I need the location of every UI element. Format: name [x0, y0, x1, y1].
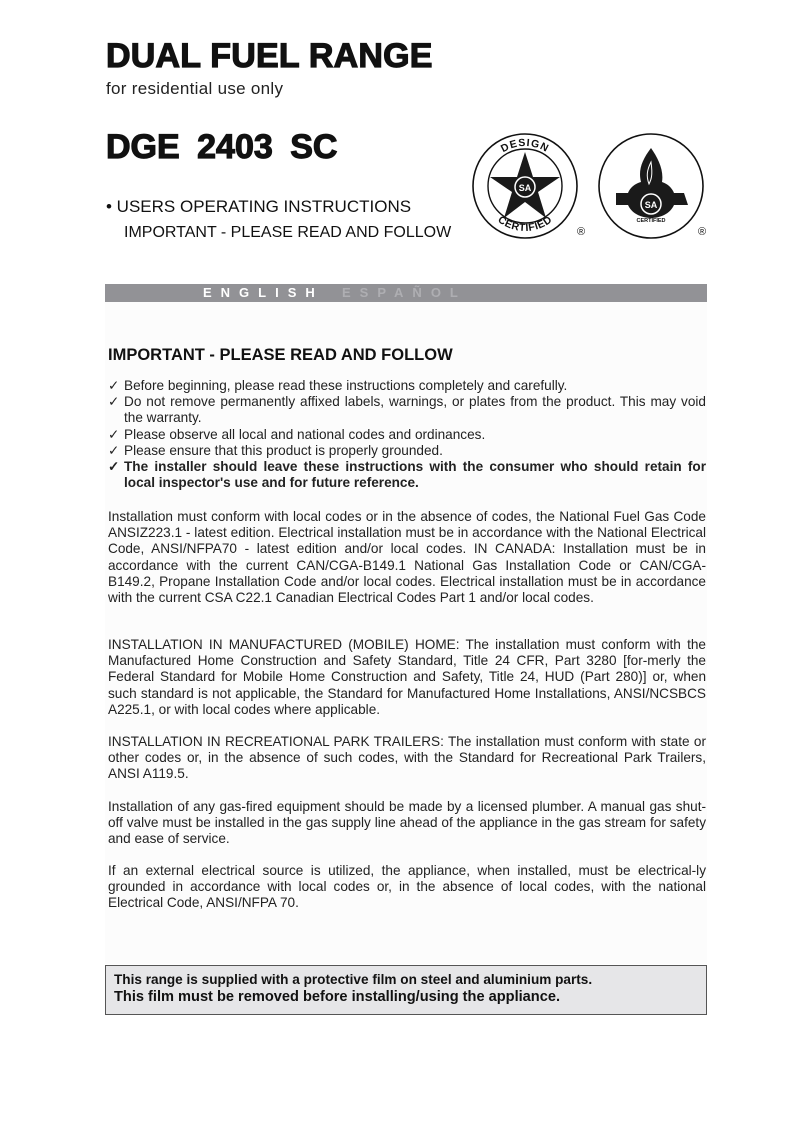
csa-design-certified-logo — [472, 130, 592, 245]
svg-text:SA: SA — [644, 200, 658, 210]
csa-certified-flame-logo — [598, 130, 713, 245]
checkmark-icon: ✓ — [108, 394, 120, 410]
notice-line-1: This range is supplied with a protective film on steel and aluminium parts. — [114, 972, 593, 987]
checklist-item: ✓ Please observe all local and national codes and ordinances. — [108, 426, 486, 442]
document-title: DUAL FUEL RANGE — [106, 37, 433, 75]
svg-text:®: ® — [576, 226, 586, 238]
document-subtitle: for residential use only — [106, 79, 284, 98]
svg-text:SA: SA — [518, 183, 532, 193]
checklist — [108, 378, 706, 491]
star-badge-icon — [472, 130, 592, 245]
paragraph-installation-codes: Installation must conform with local codes or in the absence of codes, the National Fuel Gas Code ANSIZ223.1 - latest edition. Electrical installation must be in accordance with the National Electrical Code, ANSI/NFPA70 - latest edition and/or local codes. IN CANADA: Installation must be in accordance with the current CAN/CGA-B149.1 National Gas Installation Code or CAN/CGA-B149.2, Propane Installation Code and/or local codes. Electrical installation must be in accordance with the current CSA C22.1 Canadian Electrical Codes Part 1 and/or local codes. — [108, 509, 706, 606]
checklist-item: ✓ Do not remove permanently affixed labels, warnings, or plates from the product. This may void the warranty. — [108, 394, 706, 426]
checklist-item-important: ✓ The installer should leave these instructions with the consumer who should retain for local inspector's use and for future reference. — [108, 459, 706, 491]
paragraph-gas-equipment: Installation of any gas-fired equipment should be made by a licensed plumber. A manual gas shut-off valve must be installed in the gas supply line ahead of the appliance in the gas stream for safety and ease of service. — [108, 799, 706, 847]
svg-text:®: ® — [697, 226, 707, 238]
model-number: DGE 2403 SC — [106, 128, 338, 166]
paragraph-park-trailers: INSTALLATION IN RECREATIONAL PARK TRAILERS: The installation must conform with state or other codes or, in the absence of such codes, with the Standard for Recreational Park Trailers, ANSI A119.5. — [108, 734, 706, 782]
checkmark-icon: ✓ — [108, 426, 120, 442]
section-heading: IMPORTANT - PLEASE READ AND FOLLOW — [108, 346, 453, 364]
language-tab-espanol[interactable]: ESPAÑOL — [342, 285, 467, 300]
language-tab-english[interactable]: ENGLISH — [203, 285, 324, 300]
checkmark-icon: ✓ — [108, 442, 120, 458]
checkmark-icon: ✓ — [108, 378, 120, 393]
notice-line-2: This film must be removed before installing/using the appliance. — [114, 989, 561, 1005]
svg-text:CERTIFIED: CERTIFIED — [636, 218, 666, 224]
checkmark-icon: ✓ — [108, 459, 120, 475]
paragraph-mobile-home: INSTALLATION IN MANUFACTURED (MOBILE) HOME: The installation must conform with the Manufactured Home Construction and Safety Standard, Title 24 CFR, Part 3280 [for-merly the Federal Standard for Mobile Home Construction and Safety, Title 24, HUD (Part 280)] or, when such standard is not applicable, the Standard for Manufactured Home Installations, ANSI/NCSBCS A225.1, or with local codes where applicable. — [108, 637, 706, 717]
protective-film-notice — [105, 965, 707, 1015]
language-bar — [105, 284, 707, 302]
document-type-subtitle: IMPORTANT - PLEASE READ AND FOLLOW — [124, 224, 452, 241]
checklist-item: ✓ Before beginning, please read these instructions completely and carefully. — [108, 378, 568, 393]
paragraph-electrical-grounding: If an external electrical source is utilized, the appliance, when installed, must be electrical-ly grounded in accordance with local codes or, in the absence of local codes, with the national Electrical Code, ANSI/NFPA 70. — [108, 863, 706, 911]
flame-badge-icon — [598, 130, 713, 245]
checklist-item: ✓ Please ensure that this product is properly grounded. — [108, 442, 443, 458]
svg-text:CERTIFIED: CERTIFIED — [495, 213, 555, 235]
svg-text:DESIGN: DESIGN — [498, 136, 552, 155]
document-type: • USERS OPERATING INSTRUCTIONS — [106, 197, 412, 216]
